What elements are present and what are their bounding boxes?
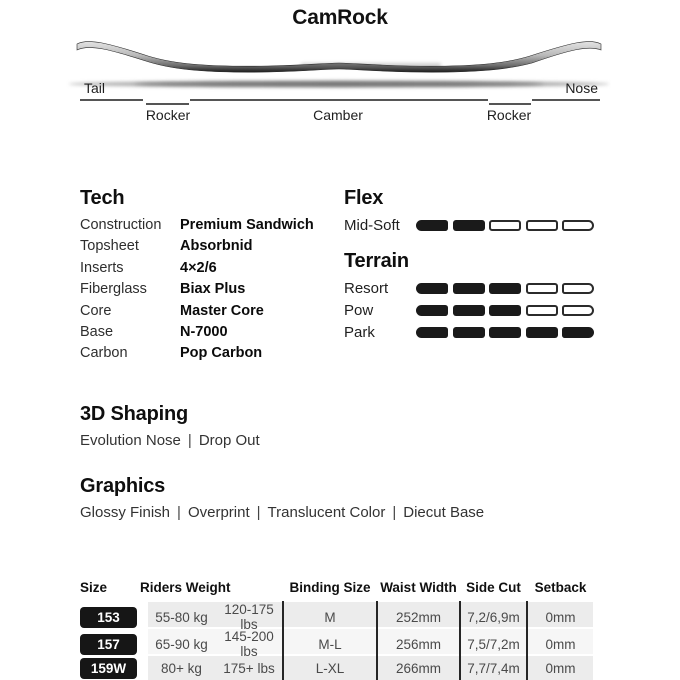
table-cell-waist: 252mm — [395, 609, 441, 625]
rating-segment-empty — [526, 220, 558, 231]
nose-section-line — [532, 99, 600, 101]
table-divider — [376, 601, 378, 680]
tech-row-label: Topsheet — [80, 238, 139, 255]
rocker-right-label: Rocker — [486, 107, 532, 123]
rating-segment-empty — [562, 305, 594, 316]
tech-row-value: Premium Sandwich — [180, 217, 314, 233]
table-cell-weight_lbs: 145-200 lbs — [224, 629, 274, 659]
tech-row — [80, 279, 344, 300]
flex-heading: Flex — [344, 187, 384, 209]
rocker-left-line — [146, 103, 189, 105]
terrain-rating-row — [344, 322, 600, 344]
shaping-item: Drop Out — [198, 432, 260, 449]
rocker-left-label: Rocker — [145, 107, 191, 123]
shaping-section — [80, 402, 600, 449]
table-cell-weight_kg: 80+ kg — [161, 661, 202, 676]
rating-bar — [416, 305, 594, 316]
header-binding-size: Binding Size — [289, 579, 371, 595]
rating-segment-filled — [526, 327, 558, 338]
terrain-rating-row — [344, 277, 600, 299]
tech-heading: Tech — [80, 187, 125, 209]
size-pill[interactable]: 157 — [80, 634, 137, 655]
tech-row — [80, 322, 344, 343]
pipe-separator: | — [187, 432, 192, 449]
table-cell-binding: M-L — [318, 636, 342, 652]
tech-row-value: Pop Carbon — [180, 345, 263, 362]
table-cell-setback: 0mm — [545, 636, 576, 652]
table-divider — [282, 601, 284, 680]
rating-segment-filled — [416, 283, 448, 294]
tech-row — [80, 258, 344, 279]
pipe-separator: | — [392, 504, 397, 521]
table-cell-binding: L-XL — [315, 661, 345, 676]
table-row — [80, 656, 594, 680]
shaping-items — [80, 432, 600, 449]
table-divider — [459, 601, 461, 680]
tech-row-value: Biax Plus — [180, 281, 246, 298]
terrain-section — [344, 249, 600, 344]
header-riders-weight: Riders Weight — [140, 579, 231, 595]
graphics-item: Overprint — [187, 504, 250, 521]
graphics-item: Diecut Base — [403, 504, 485, 521]
tech-section — [80, 186, 344, 365]
size-pill[interactable]: 159W — [80, 658, 137, 679]
pipe-separator: | — [177, 504, 181, 521]
graphics-items — [80, 504, 600, 521]
rating-segment-filled — [416, 327, 448, 338]
tech-row-label: Construction — [80, 217, 162, 233]
table-cell-weight_kg: 65-90 kg — [155, 636, 208, 652]
tech-row-label: Inserts — [80, 259, 124, 276]
rating-segment-empty — [526, 283, 558, 294]
terrain-label: Resort — [344, 279, 389, 297]
table-cell-sidecut: 7,7/7,4m — [467, 661, 520, 676]
tech-row — [80, 215, 344, 236]
header-side-cut: Side Cut — [466, 579, 521, 595]
graphics-item: Translucent Color — [267, 504, 386, 521]
header-setback: Setback — [534, 579, 587, 595]
size-table-header — [80, 577, 594, 597]
rating-segment-empty — [489, 220, 521, 231]
table-row — [80, 629, 594, 659]
nose-label: Nose — [565, 80, 598, 96]
camber-label: Camber — [313, 107, 363, 123]
tech-row — [80, 343, 344, 364]
rating-segment-filled — [453, 283, 485, 294]
rating-segment-filled — [489, 305, 521, 316]
tech-rows — [80, 215, 344, 365]
tail-section-line — [80, 99, 143, 101]
rating-segment-filled — [453, 220, 485, 231]
tech-row-label: Carbon — [80, 345, 128, 362]
graphics-item: Glossy Finish — [80, 504, 171, 521]
table-cell-waist: 256mm — [395, 636, 441, 652]
rating-bar — [416, 283, 594, 294]
table-row — [80, 602, 594, 632]
tech-row-value: Master Core — [180, 302, 264, 319]
size-pill[interactable]: 153 — [80, 607, 137, 628]
header-size: Size — [80, 579, 108, 595]
tech-row — [80, 236, 344, 257]
shaping-heading: 3D Shaping — [80, 403, 189, 425]
tail-label: Tail — [84, 80, 106, 96]
table-cell-weight_lbs: 175+ lbs — [223, 661, 275, 676]
tech-row-label: Core — [80, 302, 112, 319]
flex-rating-row — [344, 214, 600, 236]
table-cell-weight_kg: 55-80 kg — [155, 609, 208, 625]
rating-segment-filled — [489, 327, 521, 338]
table-cell-sidecut: 7,5/7,2m — [467, 636, 520, 652]
graphics-section — [80, 474, 600, 521]
rating-segment-empty — [562, 283, 594, 294]
shaping-item: Evolution Nose — [80, 432, 181, 449]
page-title: CamRock — [292, 6, 388, 29]
flex-bar-slot — [416, 220, 594, 231]
tech-row-value: Absorbnid — [180, 238, 253, 255]
tech-row-value: 4×2/6 — [180, 259, 217, 276]
rating-bar — [416, 220, 594, 231]
snowboard-profile-image — [66, 34, 611, 92]
rating-bar — [416, 327, 594, 338]
flex-section — [344, 186, 600, 236]
terrain-label: Pow — [344, 302, 374, 320]
terrain-heading: Terrain — [344, 250, 409, 272]
rating-segment-empty — [562, 220, 594, 231]
tech-row — [80, 301, 344, 322]
rating-segment-filled — [416, 220, 448, 231]
rating-segment-filled — [489, 283, 521, 294]
graphics-heading: Graphics — [80, 475, 166, 497]
table-cell-waist: 266mm — [395, 661, 441, 676]
rating-segment-filled — [453, 327, 485, 338]
table-divider — [526, 601, 528, 680]
table-cell-sidecut: 7,2/6,9m — [467, 609, 520, 625]
table-cell-setback: 0mm — [545, 661, 576, 676]
terrain-rating-row — [344, 299, 600, 321]
terrain-rows — [344, 277, 600, 344]
tech-row-label: Base — [80, 324, 114, 341]
table-cell-setback: 0mm — [545, 609, 576, 625]
terrain-label: Park — [344, 324, 375, 342]
rating-segment-empty — [526, 305, 558, 316]
rocker-right-line — [489, 103, 531, 105]
rating-segment-filled — [562, 327, 594, 338]
tech-row-value: N-7000 — [180, 324, 228, 341]
camber-section-line — [190, 99, 488, 101]
size-table — [80, 577, 594, 680]
flex-label: Mid-Soft — [344, 216, 400, 234]
rating-segment-filled — [416, 305, 448, 316]
table-cell-weight_lbs: 120-175 lbs — [224, 602, 274, 632]
board-outline — [77, 41, 601, 72]
table-cell-binding: M — [324, 609, 336, 625]
pipe-separator: | — [256, 504, 261, 521]
rating-segment-filled — [453, 305, 485, 316]
tech-row-label: Fiberglass — [80, 281, 147, 298]
size-table-rows — [80, 602, 594, 680]
header-waist-width: Waist Width — [380, 579, 457, 595]
